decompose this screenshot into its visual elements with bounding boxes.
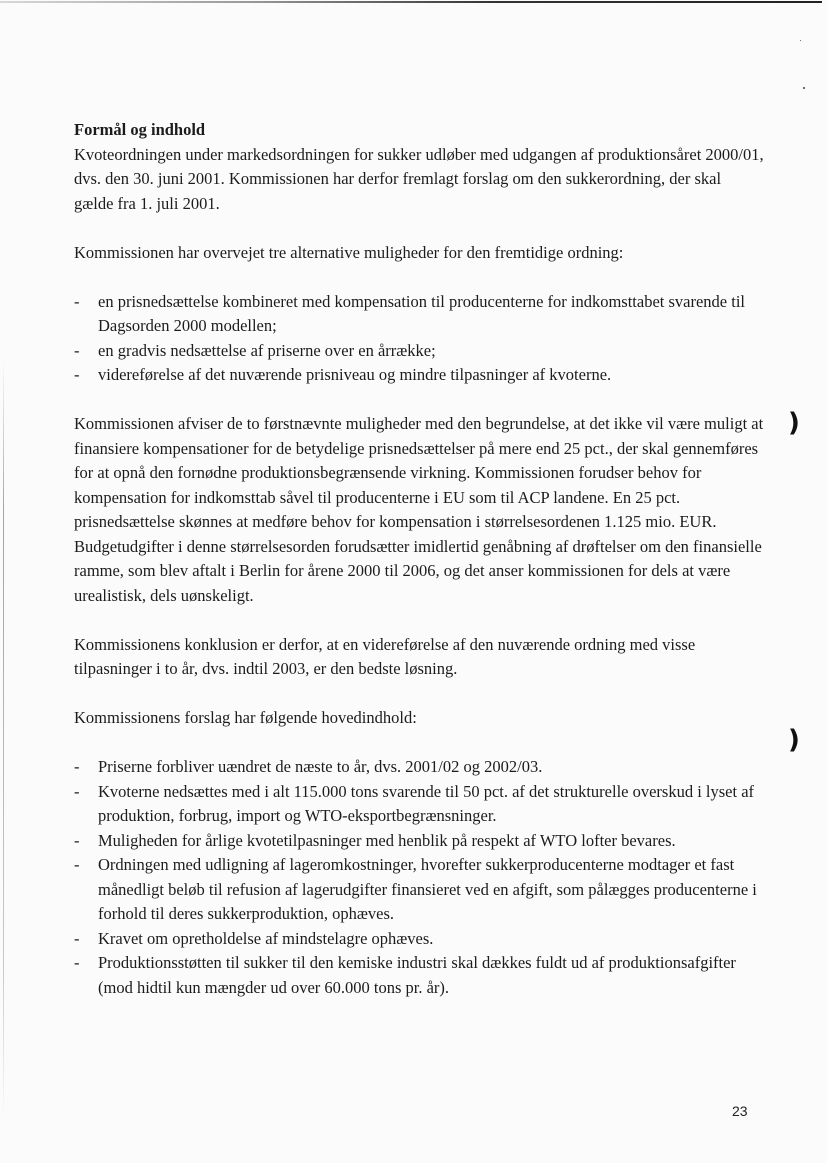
alternatives-intro: Kommissionen har overvejet tre alternative muligheder for den fremtidige ordning: <box>74 242 624 262</box>
list-item: - videreførelse af det nuværende prisniveau og mindre tilpasninger af kvoterne. <box>74 363 764 388</box>
list-dash: - <box>74 781 80 801</box>
list-dash: - <box>74 830 80 850</box>
list-item: - en prisnedsættelse kombineret med kompensation til producenterne for indkomsttabet svarende til Dagsorden 2000 modellen; <box>74 291 746 335</box>
scan-speck <box>803 87 805 89</box>
top-scan-rule <box>0 1 822 3</box>
intro-paragraph: Kvoteordningen under markedsordningen for sukker udløber med udgangen af produktionsåret 2000/01, dvs. den 30. juni 2001. Kommissionen har derfor fremlagt forslag om den sukkerordning, der skal gælde fra 1. juli 2001. <box>74 144 764 213</box>
list-item: - Priserne forbliver uændret de næste to år, dvs. 2001/02 og 2002/03. <box>74 755 764 780</box>
rejection-paragraph: Kommissionen afviser de to førstnævnte muligheder med den begrundelse, at det ikke vil være muligt at finansiere kompensationer for de betydelige prisnedsættelser på mere end 25 pct., der skal gennemføres for at opnå den fornødne produktionsbegrænsende virkning. Kommissionen forudser behov for kompensation for indkomsttab såvel til producenterne i EU som til ACP landene. En 25 pct. prisnedsættelse skønnes at medføre behov for kompensation i størrelsesordenen 1.125 mio. EUR. Budgetudgifter i denne størrelsesorden forudsætter imidlertid genåbning af drøftelser om den finansielle ramme, som blev aftalt i Berlin for årene 2000 til 2006, og det anser kommissionen for dels at være urealistisk, dels uønskeligt. <box>74 414 764 605</box>
list-item: - Muligheden for årlige kvotetilpasninger med henblik på respekt af WTO lofter bevares. <box>74 829 764 854</box>
binder-hole-mark: ) <box>788 725 800 755</box>
list-dash: - <box>74 291 80 311</box>
list-dash: - <box>74 855 80 874</box>
list-dash: - <box>74 757 80 776</box>
section-heading: Formål og indhold <box>74 120 206 139</box>
page-number: 23 <box>732 1103 748 1119</box>
document-body <box>74 118 764 1000</box>
binder-hole-mark: ) <box>788 408 800 438</box>
alternatives-list <box>74 290 764 388</box>
conclusion-paragraph: Kommissionens konklusion er derfor, at en videreførelse af den nuværende ordning med visse tilpasninger i to år, dvs. indtil 2003, er den bedste løsning. <box>74 634 696 678</box>
list-dash: - <box>74 365 80 384</box>
list-item: - Produktionsstøtten til sukker til den kemiske industri skal dækkes fuldt ud af produktionsafgifter (mod hidtil kun mængder ud over 60.000 tons pr. år). <box>74 953 736 997</box>
scan-speck <box>800 40 801 41</box>
list-item: - Kravet om opretholdelse af mindstelagre ophæves. <box>74 927 764 952</box>
left-scan-edge <box>3 360 4 1120</box>
list-item: - en gradvis nedsættelse af priserne over en årrække; <box>74 339 764 364</box>
list-item: - Ordningen med udligning af lageromkostninger, hvorefter sukkerproducenterne modtager et fast månedligt beløb til refusion af lagerudgifter finansieret ved en afgift, som pålægges producenterne i forhold til deres sukkerproduktion, ophæves. <box>74 855 757 923</box>
list-dash: - <box>74 340 80 360</box>
list-dash: - <box>74 953 80 972</box>
list-item: - Kvoterne nedsættes med i alt 115.000 tons svarende til 50 pct. af det strukturelle overskud i lyset af produktion, forbrug, import og WTO-eksportbegrænsninger. <box>74 781 755 825</box>
list-dash: - <box>74 928 80 948</box>
proposals-list <box>74 755 764 1000</box>
proposal-intro: Kommissionens forslag har følgende hovedindhold: <box>74 708 417 727</box>
